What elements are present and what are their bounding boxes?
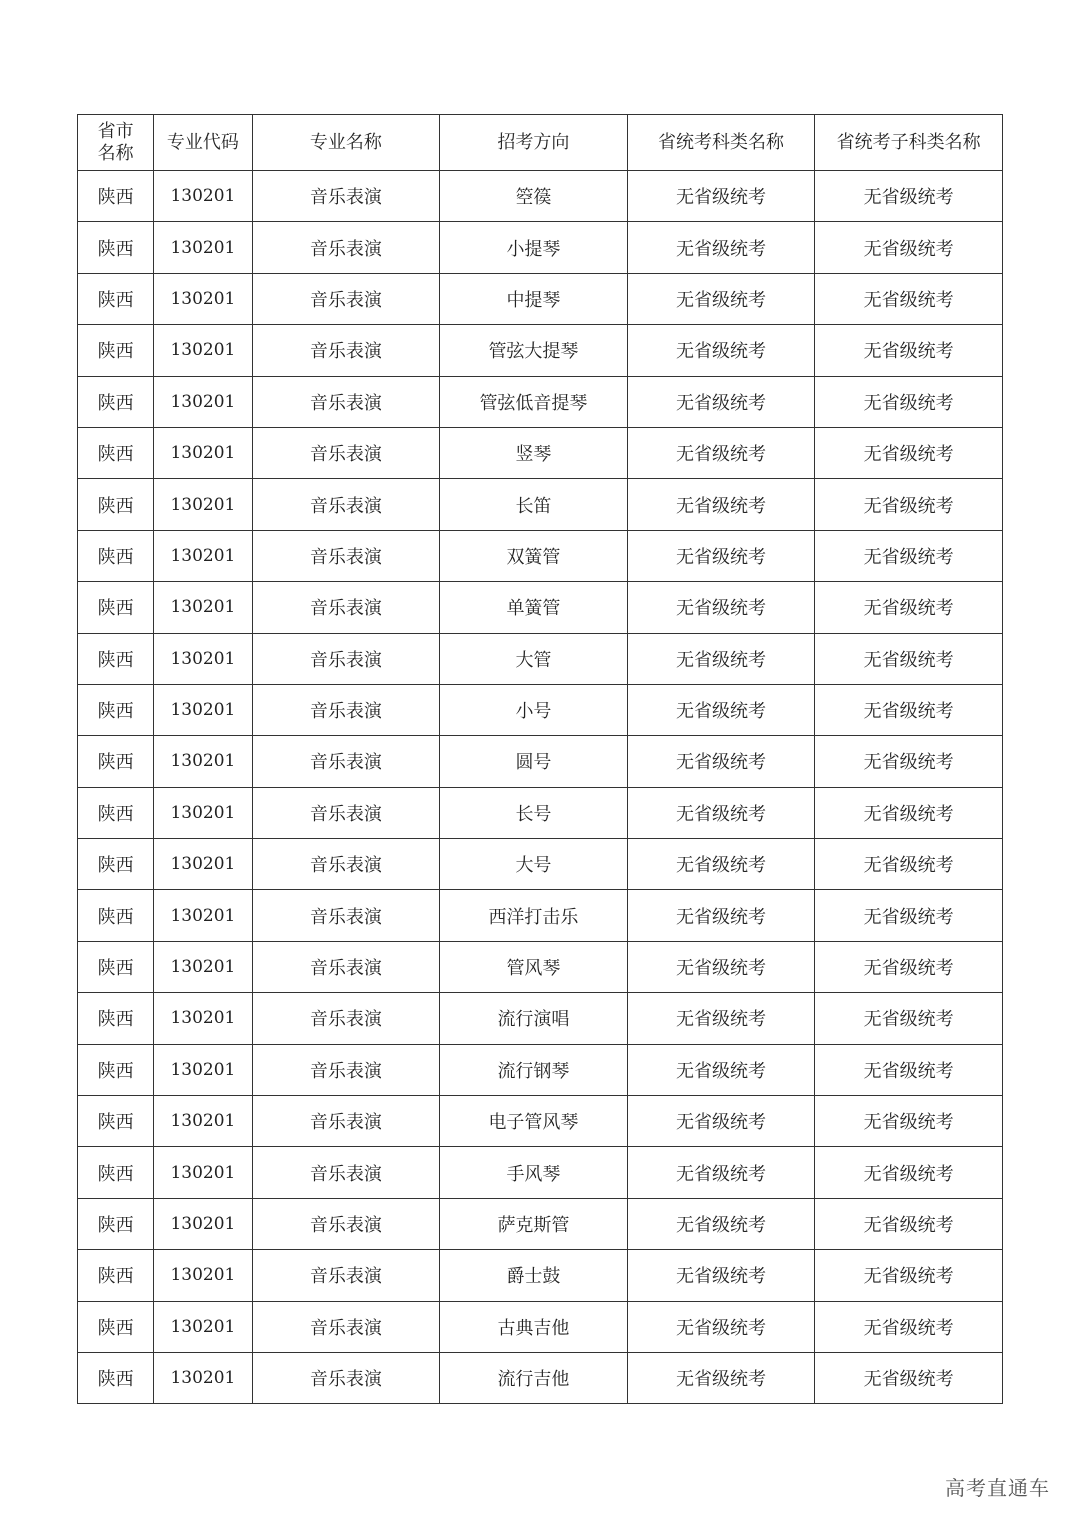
cell-major-name: 音乐表演 bbox=[252, 427, 440, 478]
cell-province: 陕西 bbox=[78, 1096, 154, 1147]
cell-major-code: 130201 bbox=[154, 171, 252, 222]
cell-exam-direction: 手风琴 bbox=[440, 1147, 628, 1198]
cell-category: 无省级统考 bbox=[627, 582, 815, 633]
cell-province: 陕西 bbox=[78, 941, 154, 992]
cell-major-name: 音乐表演 bbox=[252, 1147, 440, 1198]
cell-category: 无省级统考 bbox=[627, 941, 815, 992]
cell-subcategory: 无省级统考 bbox=[815, 890, 1003, 941]
table-row bbox=[78, 633, 1003, 684]
cell-category: 无省级统考 bbox=[627, 427, 815, 478]
cell-major-name: 音乐表演 bbox=[252, 941, 440, 992]
cell-major-name: 音乐表演 bbox=[252, 273, 440, 324]
cell-province: 陕西 bbox=[78, 993, 154, 1044]
cell-category: 无省级统考 bbox=[627, 787, 815, 838]
cell-major-code: 130201 bbox=[154, 684, 252, 735]
cell-subcategory: 无省级统考 bbox=[815, 530, 1003, 581]
cell-major-code: 130201 bbox=[154, 479, 252, 530]
table-row bbox=[78, 1044, 1003, 1095]
cell-exam-direction: 长号 bbox=[440, 787, 628, 838]
cell-major-name: 音乐表演 bbox=[252, 1250, 440, 1301]
cell-major-name: 音乐表演 bbox=[252, 736, 440, 787]
cell-province: 陕西 bbox=[78, 530, 154, 581]
cell-province: 陕西 bbox=[78, 633, 154, 684]
cell-major-name: 音乐表演 bbox=[252, 582, 440, 633]
cell-exam-direction: 长笛 bbox=[440, 479, 628, 530]
cell-province: 陕西 bbox=[78, 376, 154, 427]
header-exam-direction: 招考方向 bbox=[440, 115, 628, 171]
cell-major-name: 音乐表演 bbox=[252, 1198, 440, 1249]
cell-subcategory: 无省级统考 bbox=[815, 479, 1003, 530]
cell-category: 无省级统考 bbox=[627, 1352, 815, 1403]
cell-category: 无省级统考 bbox=[627, 684, 815, 735]
table-row bbox=[78, 736, 1003, 787]
cell-subcategory: 无省级统考 bbox=[815, 1147, 1003, 1198]
cell-major-code: 130201 bbox=[154, 1198, 252, 1249]
table-row bbox=[78, 222, 1003, 273]
cell-category: 无省级统考 bbox=[627, 1198, 815, 1249]
cell-subcategory: 无省级统考 bbox=[815, 736, 1003, 787]
cell-exam-direction: 管弦大提琴 bbox=[440, 325, 628, 376]
cell-province: 陕西 bbox=[78, 787, 154, 838]
cell-category: 无省级统考 bbox=[627, 479, 815, 530]
cell-exam-direction: 流行演唱 bbox=[440, 993, 628, 1044]
cell-province: 陕西 bbox=[78, 222, 154, 273]
cell-exam-direction: 萨克斯管 bbox=[440, 1198, 628, 1249]
table-row bbox=[78, 325, 1003, 376]
cell-category: 无省级统考 bbox=[627, 1044, 815, 1095]
table-row bbox=[78, 1096, 1003, 1147]
cell-subcategory: 无省级统考 bbox=[815, 273, 1003, 324]
cell-exam-direction: 大管 bbox=[440, 633, 628, 684]
cell-major-name: 音乐表演 bbox=[252, 1301, 440, 1352]
cell-province: 陕西 bbox=[78, 736, 154, 787]
cell-subcategory: 无省级统考 bbox=[815, 787, 1003, 838]
cell-category: 无省级统考 bbox=[627, 1147, 815, 1198]
cell-major-code: 130201 bbox=[154, 736, 252, 787]
cell-exam-direction: 单簧管 bbox=[440, 582, 628, 633]
table-header-row bbox=[78, 115, 1003, 171]
cell-subcategory: 无省级统考 bbox=[815, 325, 1003, 376]
cell-major-code: 130201 bbox=[154, 1147, 252, 1198]
cell-major-code: 130201 bbox=[154, 890, 252, 941]
cell-category: 无省级统考 bbox=[627, 736, 815, 787]
cell-subcategory: 无省级统考 bbox=[815, 684, 1003, 735]
cell-subcategory: 无省级统考 bbox=[815, 1301, 1003, 1352]
cell-exam-direction: 圆号 bbox=[440, 736, 628, 787]
cell-category: 无省级统考 bbox=[627, 1096, 815, 1147]
cell-exam-direction: 爵士鼓 bbox=[440, 1250, 628, 1301]
cell-province: 陕西 bbox=[78, 479, 154, 530]
cell-major-name: 音乐表演 bbox=[252, 839, 440, 890]
cell-major-code: 130201 bbox=[154, 427, 252, 478]
cell-major-code: 130201 bbox=[154, 1250, 252, 1301]
cell-exam-direction: 小提琴 bbox=[440, 222, 628, 273]
cell-exam-direction: 管风琴 bbox=[440, 941, 628, 992]
table-row bbox=[78, 171, 1003, 222]
cell-category: 无省级统考 bbox=[627, 325, 815, 376]
cell-major-name: 音乐表演 bbox=[252, 222, 440, 273]
cell-subcategory: 无省级统考 bbox=[815, 1096, 1003, 1147]
header-major-name: 专业名称 bbox=[252, 115, 440, 171]
cell-province: 陕西 bbox=[78, 1301, 154, 1352]
cell-subcategory: 无省级统考 bbox=[815, 427, 1003, 478]
cell-major-name: 音乐表演 bbox=[252, 684, 440, 735]
cell-exam-direction: 箜篌 bbox=[440, 171, 628, 222]
cell-major-code: 130201 bbox=[154, 993, 252, 1044]
header-category: 省统考科类名称 bbox=[627, 115, 815, 171]
cell-major-code: 130201 bbox=[154, 941, 252, 992]
cell-exam-direction: 电子管风琴 bbox=[440, 1096, 628, 1147]
cell-category: 无省级统考 bbox=[627, 530, 815, 581]
table-row bbox=[78, 427, 1003, 478]
table-row bbox=[78, 684, 1003, 735]
cell-province: 陕西 bbox=[78, 273, 154, 324]
cell-major-code: 130201 bbox=[154, 530, 252, 581]
table-row bbox=[78, 890, 1003, 941]
cell-category: 无省级统考 bbox=[627, 633, 815, 684]
cell-major-name: 音乐表演 bbox=[252, 787, 440, 838]
cell-exam-direction: 大号 bbox=[440, 839, 628, 890]
footer-brand: 高考直通车 bbox=[945, 1476, 1050, 1500]
cell-subcategory: 无省级统考 bbox=[815, 941, 1003, 992]
cell-province: 陕西 bbox=[78, 1044, 154, 1095]
cell-major-code: 130201 bbox=[154, 376, 252, 427]
cell-province: 陕西 bbox=[78, 890, 154, 941]
table-row bbox=[78, 1352, 1003, 1403]
header-subcategory: 省统考子科类名称 bbox=[815, 115, 1003, 171]
cell-subcategory: 无省级统考 bbox=[815, 222, 1003, 273]
table-row bbox=[78, 1250, 1003, 1301]
cell-category: 无省级统考 bbox=[627, 1301, 815, 1352]
cell-major-name: 音乐表演 bbox=[252, 993, 440, 1044]
cell-major-name: 音乐表演 bbox=[252, 479, 440, 530]
cell-major-code: 130201 bbox=[154, 325, 252, 376]
cell-subcategory: 无省级统考 bbox=[815, 582, 1003, 633]
cell-major-code: 130201 bbox=[154, 633, 252, 684]
cell-province: 陕西 bbox=[78, 582, 154, 633]
cell-major-name: 音乐表演 bbox=[252, 171, 440, 222]
cell-major-code: 130201 bbox=[154, 1352, 252, 1403]
table-row bbox=[78, 1147, 1003, 1198]
cell-category: 无省级统考 bbox=[627, 171, 815, 222]
cell-major-code: 130201 bbox=[154, 839, 252, 890]
cell-exam-direction: 竖琴 bbox=[440, 427, 628, 478]
cell-province: 陕西 bbox=[78, 1250, 154, 1301]
cell-category: 无省级统考 bbox=[627, 1250, 815, 1301]
cell-major-code: 130201 bbox=[154, 582, 252, 633]
cell-province: 陕西 bbox=[78, 839, 154, 890]
cell-major-code: 130201 bbox=[154, 1044, 252, 1095]
cell-category: 无省级统考 bbox=[627, 273, 815, 324]
cell-subcategory: 无省级统考 bbox=[815, 839, 1003, 890]
cell-exam-direction: 小号 bbox=[440, 684, 628, 735]
cell-exam-direction: 古典吉他 bbox=[440, 1301, 628, 1352]
cell-subcategory: 无省级统考 bbox=[815, 1250, 1003, 1301]
cell-major-name: 音乐表演 bbox=[252, 530, 440, 581]
cell-major-name: 音乐表演 bbox=[252, 325, 440, 376]
cell-category: 无省级统考 bbox=[627, 222, 815, 273]
table-row bbox=[78, 376, 1003, 427]
cell-subcategory: 无省级统考 bbox=[815, 376, 1003, 427]
table-row bbox=[78, 479, 1003, 530]
table-body bbox=[78, 171, 1003, 1404]
table-row bbox=[78, 993, 1003, 1044]
cell-exam-direction: 西洋打击乐 bbox=[440, 890, 628, 941]
table-row bbox=[78, 839, 1003, 890]
cell-province: 陕西 bbox=[78, 427, 154, 478]
table-row bbox=[78, 273, 1003, 324]
cell-major-name: 音乐表演 bbox=[252, 1352, 440, 1403]
cell-major-name: 音乐表演 bbox=[252, 1096, 440, 1147]
cell-province: 陕西 bbox=[78, 171, 154, 222]
table-row bbox=[78, 1301, 1003, 1352]
table-row bbox=[78, 530, 1003, 581]
table-row bbox=[78, 787, 1003, 838]
cell-province: 陕西 bbox=[78, 1198, 154, 1249]
table-row bbox=[78, 941, 1003, 992]
cell-major-code: 130201 bbox=[154, 222, 252, 273]
cell-category: 无省级统考 bbox=[627, 839, 815, 890]
cell-major-code: 130201 bbox=[154, 1096, 252, 1147]
cell-province: 陕西 bbox=[78, 1352, 154, 1403]
table-row bbox=[78, 1198, 1003, 1249]
cell-province: 陕西 bbox=[78, 1147, 154, 1198]
cell-major-code: 130201 bbox=[154, 273, 252, 324]
cell-subcategory: 无省级统考 bbox=[815, 1044, 1003, 1095]
cell-subcategory: 无省级统考 bbox=[815, 993, 1003, 1044]
cell-exam-direction: 中提琴 bbox=[440, 273, 628, 324]
cell-major-name: 音乐表演 bbox=[252, 890, 440, 941]
cell-major-name: 音乐表演 bbox=[252, 1044, 440, 1095]
cell-category: 无省级统考 bbox=[627, 890, 815, 941]
cell-exam-direction: 流行吉他 bbox=[440, 1352, 628, 1403]
cell-major-name: 音乐表演 bbox=[252, 376, 440, 427]
cell-exam-direction: 流行钢琴 bbox=[440, 1044, 628, 1095]
header-major-code: 专业代码 bbox=[154, 115, 252, 171]
cell-subcategory: 无省级统考 bbox=[815, 1198, 1003, 1249]
cell-major-code: 130201 bbox=[154, 1301, 252, 1352]
cell-category: 无省级统考 bbox=[627, 993, 815, 1044]
admissions-table-container bbox=[77, 114, 1003, 1404]
cell-major-name: 音乐表演 bbox=[252, 633, 440, 684]
cell-exam-direction: 管弦低音提琴 bbox=[440, 376, 628, 427]
cell-province: 陕西 bbox=[78, 684, 154, 735]
cell-subcategory: 无省级统考 bbox=[815, 1352, 1003, 1403]
header-province: 省市 名称 bbox=[78, 115, 154, 171]
cell-subcategory: 无省级统考 bbox=[815, 171, 1003, 222]
cell-exam-direction: 双簧管 bbox=[440, 530, 628, 581]
cell-category: 无省级统考 bbox=[627, 376, 815, 427]
cell-province: 陕西 bbox=[78, 325, 154, 376]
cell-major-code: 130201 bbox=[154, 787, 252, 838]
table-row bbox=[78, 582, 1003, 633]
admissions-table bbox=[77, 114, 1003, 1404]
cell-subcategory: 无省级统考 bbox=[815, 633, 1003, 684]
